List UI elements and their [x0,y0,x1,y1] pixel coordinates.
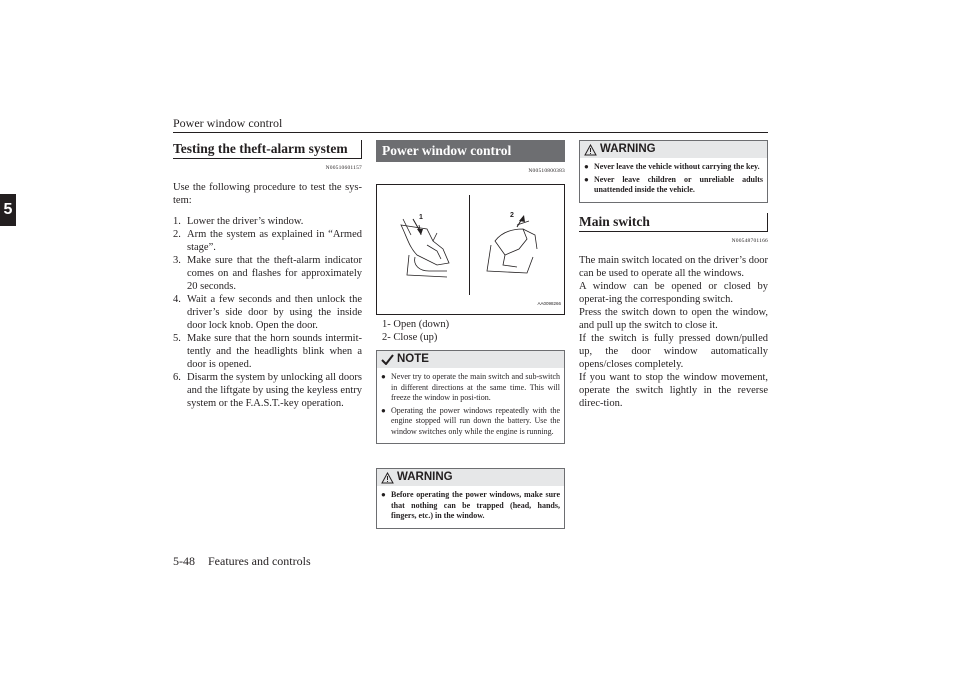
body-paragraph: If you want to stop the window movement, operate the switch lightly in the reverse direc-tion. [579,371,768,409]
warning-box-body [377,486,564,528]
list-item: 1. Lower the driver’s window. [173,216,304,227]
note-check-icon [381,354,394,365]
note-box-header [377,351,564,368]
warning-title: WARNING [397,471,453,483]
page-header-title: Power window control [173,116,283,130]
list-item: ● Never leave the vehicle without carrying the key. [584,162,760,171]
bullet-dot-icon: ● [381,490,386,499]
legend-item: 2- Close (up) [382,332,438,343]
list-item: 4. Wait a few seconds and then unlock the driver’s side door by using the inside door lock knob. Open the door. [173,294,362,331]
chapter-tab: 5 [0,194,16,226]
figure-label-2: 2 [510,212,514,219]
figure-code: AA0098266 [537,301,561,306]
legend-item: 1- Open (down) [382,319,450,330]
list-item: 2. Arm the system as explained in “Armed stage”. [173,229,362,253]
note-box [376,350,565,444]
column-power-window [376,140,565,529]
footer-section: Features and controls [208,554,311,568]
bullet-dot-icon: ● [584,174,589,184]
body-paragraph: Press the switch down to open the window, and pull up the switch to close it. [579,306,768,331]
column-theft-alarm [173,140,362,410]
warning-triangle-icon [584,144,597,156]
bullet-dot-icon: ● [584,162,589,171]
section-code: N00510800383 [528,168,565,174]
list-item: 6. Disarm the system by unlocking all doors and the liftgate by using the keyless entry system or the F.A.S.T.-key operation. [173,372,362,409]
bullet-dot-icon: ● [381,405,386,415]
section-heading-main-switch: Main switch [579,213,768,232]
header-rule [173,132,768,133]
warning-box [579,140,768,203]
warning-title: WARNING [600,143,656,155]
warning-box-body [580,158,767,202]
body-paragraph: The main switch located on the driver’s door can be used to operate all the windows. [579,254,768,279]
section-heading-power-window: Power window control [376,140,565,162]
figure-label-1: 1 [419,214,423,221]
body-paragraph: A window can be opened or closed by operat-ing the corresponding switch. [579,280,768,305]
bullet-dot-icon: ● [381,372,386,381]
warning-box-header [377,469,564,486]
list-item: ● Never try to operate the main switch and sub-switch in different directions at the same time. This will freeze the window in posi-tion. [381,372,560,402]
warning-box [376,468,565,529]
warning-box-header [580,141,767,158]
page-number: 5-48 [173,554,195,568]
list-item: ● Before operating the power windows, make sure that nothing can be trapped (head, hands, fingers, etc.) in the window. [381,490,560,520]
figure-legend [376,318,565,344]
list-item: 3. Make sure that the theft-alarm indicator comes on and flashes for approximately 20 seconds. [173,255,362,292]
list-item: 5. Make sure that the horn sounds intermit-tently and the headlights blink when a door is opened. [173,333,362,370]
page-footer [173,554,311,569]
intro-paragraph: Use the following procedure to test the sys-tem: [173,182,362,206]
section-code: N00510601157 [325,165,362,171]
switch-illustration-drawing [377,185,564,314]
note-box-body [377,368,564,443]
note-title: NOTE [397,353,429,365]
warning-triangle-icon [381,472,394,484]
steps-list [173,215,362,410]
switch-illustration [376,184,565,315]
section-heading-theft-alarm: Testing the theft-alarm system [173,140,362,159]
body-paragraph: If the switch is fully pressed down/pulled up, the door window automatically opens/closes completely. [579,332,768,370]
figure-divider [469,195,470,295]
column-main-switch [579,140,768,410]
list-item: ● Operating the power windows repeatedly with the engine stopped will run down the battery. Use the window switches only while the engine is running. [381,405,560,436]
list-item: ● Never leave children or unreliable adults unattended inside the vehicle. [584,174,763,194]
section-code: N00548701166 [731,237,768,244]
